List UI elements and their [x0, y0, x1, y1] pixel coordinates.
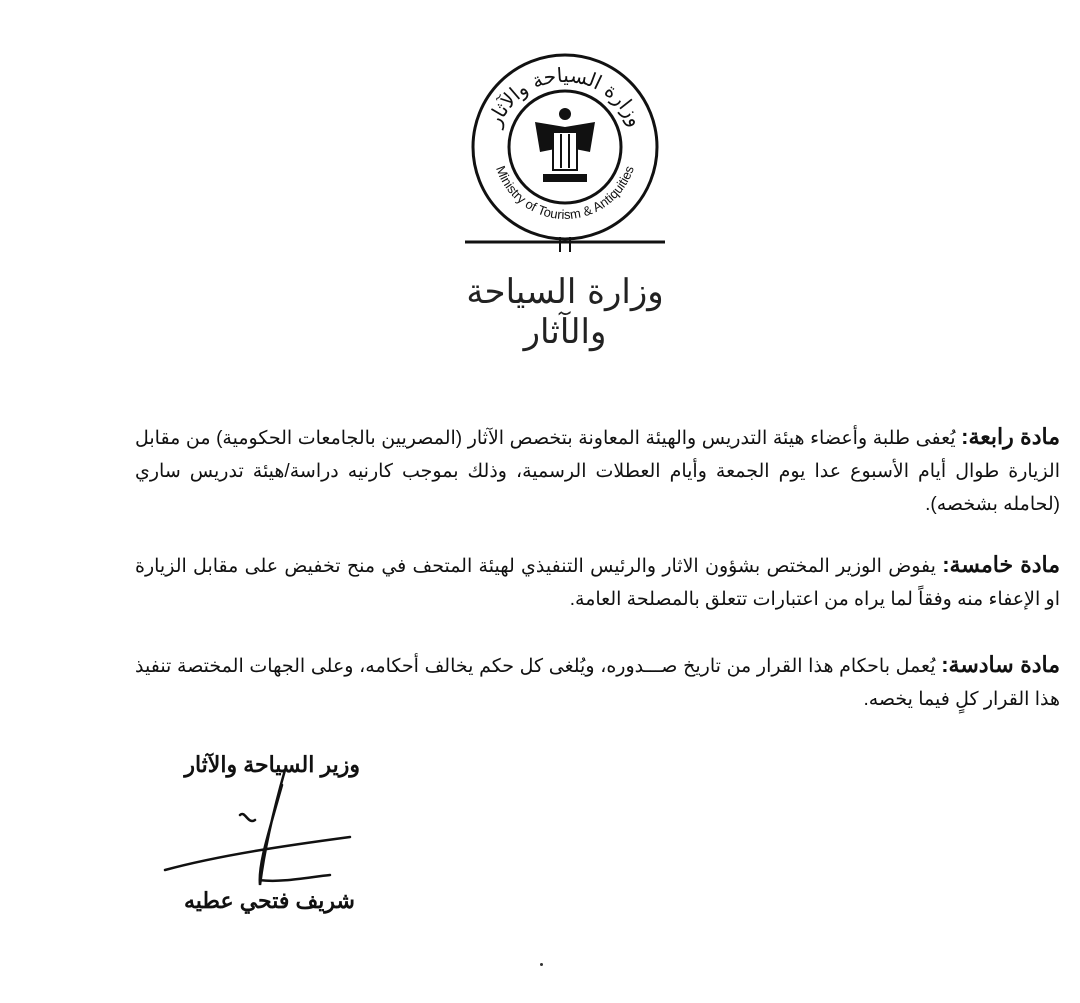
article-4	[135, 420, 1060, 521]
article-body: يُعفى طلبة وأعضاء هيئة التدريس والهيئة المعاونة بتخصص الآثار (المصريين بالجامعات الحكومية) من مقابل الزيارة طوال أيام الأسبوع عدا يوم الجمعة وأيام العطلات الرسمية، وذلك بموجب كارنيه دراسة/هيئة تدريس ساري (لحامله بشخصه).	[135, 428, 1060, 515]
seal-emblem-icon	[465, 52, 665, 252]
signatory-name: شريف فتحي عطيه	[184, 888, 355, 913]
article-heading: مادة سادسة:	[941, 652, 1061, 677]
signatory-title: وزير السياحة والآثار	[184, 752, 360, 777]
article-body: يُعمل باحكام هذا القرار من تاريخ صـــدوره، ويُلغى كل حكم يخالف أحكامه، وعلى الجهات المختصة تنفيذ هذا القرار كلٍ فيما يخصه.	[135, 656, 1060, 710]
ministry-calligraphy: وزارة السياحة والآثار	[466, 272, 664, 352]
article-heading: مادة خامسة:	[942, 552, 1061, 577]
ministry-seal	[465, 52, 665, 252]
article-heading: مادة رابعة:	[961, 424, 1060, 449]
svg-text:وزارة السياحة والآثار	[481, 63, 648, 131]
seal-text-ar: وزارة السياحة والآثار	[481, 62, 649, 130]
article-6	[135, 648, 1060, 716]
seal-text-en: Ministry of Tourism & Antiquities	[493, 163, 637, 223]
article-body: يفوض الوزير المختص بشؤون الاثار والرئيس التنفيذي لهيئة المتحف في منح تخفيض على مقابل الزيارة او الإعفاء منه وفقاً لما يراه من اعتبارات تتعلق بالمصلحة العامة.	[135, 556, 1060, 610]
scan-speck	[540, 963, 543, 966]
article-5	[135, 548, 1060, 616]
handwritten-signature-icon	[160, 765, 360, 895]
